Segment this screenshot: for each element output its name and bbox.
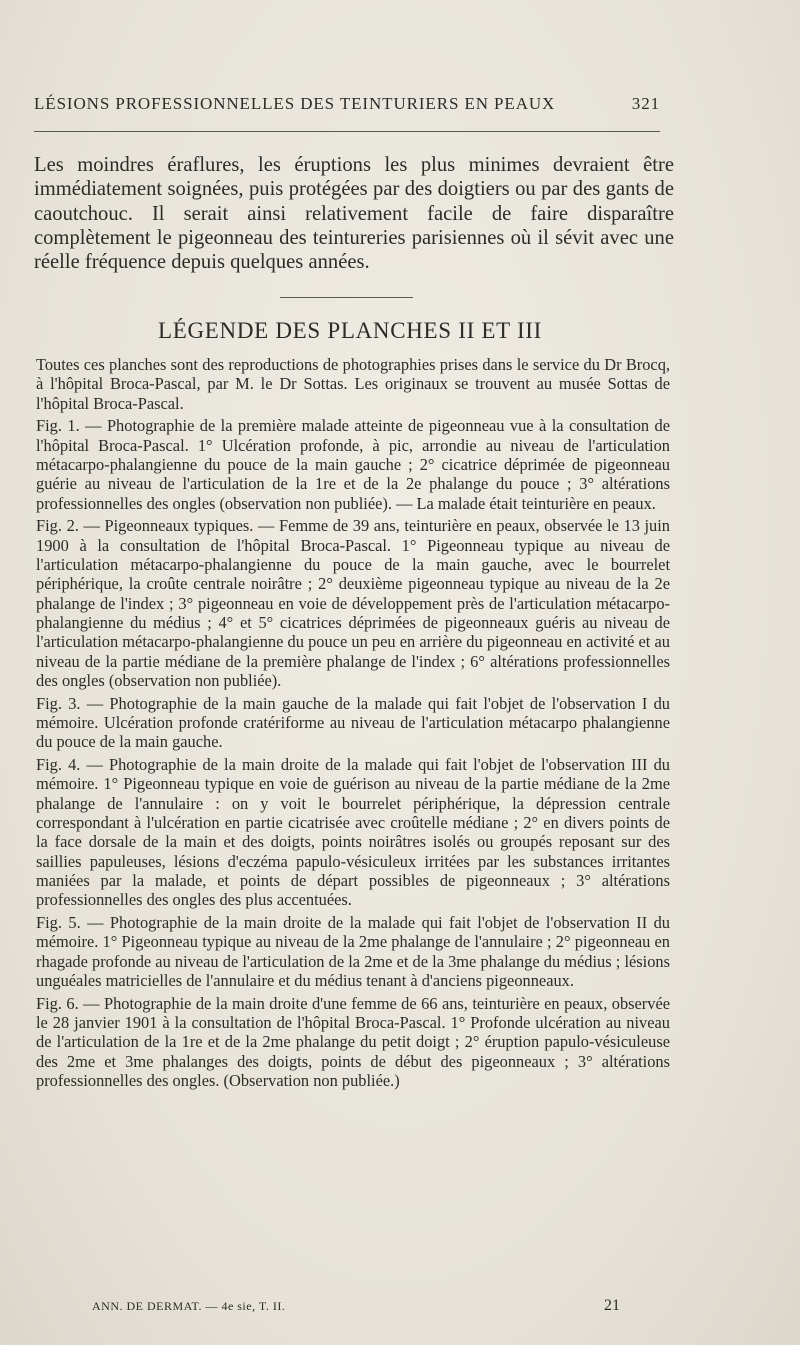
figure-caption-4: Fig. 4. — Photographie de la main droite de la malade qui fait l'objet de l'observation III du mémoire. 1° Pigeonneau typique en voie de guérison au niveau de la partie médiane de la 2me phalange de l'annulaire : on y voit le bourrelet périphérique, la dépression centrale correspondant à l'ulcération en partie cicatrisée avec croûtelle médiane ; 2° en divers points de la face dorsale de la main et des doigts, points noirâtres isolés ou groupés reposant sur des saillies papuleuses, lésions d'eczéma papulo-vésiculeux irritées par les substances irritantes maniées par la malade, et points de départ possibles de pigeonneaux ; 3° altérations professionnelles des ongles des plus accentuées. (36, 755, 670, 910)
section-divider (280, 297, 413, 298)
signature-mark: 21 (604, 1297, 620, 1314)
figure-caption-1: Fig. 1. — Photographie de la première malade atteinte de pigeonneau vue à la consultation de l'hôpital Broca-Pascal. 1° Ulcération profonde, à pic, arrondie au niveau de l'articulation métacarpo-phalangienne du pouce de la main gauche ; 2° cicatrice déprimée de pigeonneau guérie au niveau de l'articulation de la 1re et de la 2e phalange du pouce ; 3° altérations professionnelles des ongles (observation non publiée). — La malade était teinturière en peaux. (36, 416, 670, 513)
legend-body (36, 355, 670, 1094)
figure-caption-3: Fig. 3. — Photographie de la main gauche de la malade qui fait l'objet de l'observation I du mémoire. Ulcération profonde cratériforme au niveau de l'articulation métacarpo phalangienne du pouce de la main gauche. (36, 693, 670, 752)
journal-signature: ANN. DE DERMAT. — 4e sie, T. II. (92, 1299, 286, 1313)
figure-caption-6: Fig. 6. — Photographie de la main droite d'une femme de 66 ans, teinturière en peaux, observée le 28 janvier 1901 à la consultation de l'hôpital Broca-Pascal. 1° Profonde ulcération au niveau de l'articulation de la 1re et de la 2me phalange du petit doigt ; 2° éruption papulo-vésiculeuse des 2me et 3me phalanges des doigts, points de début des pigeonneaux ; 3° altérations professionnelles des ongles. (Observation non publiée.) (36, 993, 670, 1091)
header-rule (34, 131, 660, 132)
figure-caption-5: Fig. 5. — Photographie de la main droite de la malade qui fait l'objet de l'observation II du mémoire. 1° Pigeonneau typique au niveau de la 2me phalange de l'annulaire ; 2° pigeonneau en rhagade profonde au niveau de l'articulation de la 2me et de la 3me phalange du médius ; lésions unguéales matricielles de l'annulaire et du médius tenant à d'anciens pigeonneaux. (36, 913, 670, 991)
section-title: LÉGENDE DES PLANCHES II ET III (157, 318, 543, 343)
legend-intro: Toutes ces planches sont des reproductions de photographies prises dans le service du Dr Brocq, à l'hôpital Broca-Pascal, par M. le Dr Sottas. Les originaux se trouvent au musée Sottas de l'hôpital Broca-Pascal. (36, 355, 670, 413)
closing-paragraph: Les moindres éraflures, les éruptions les plus minimes devraient être immédiatement soignées, puis protégées par des doigtiers ou par des gants de caoutchouc. Il serait ainsi relativement facile de faire disparaître complètement le pigeonneau des teintureries parisiennes où il sévit avec une réelle fréquence depuis quelques années. (34, 154, 674, 274)
running-head (34, 94, 660, 114)
page-footer (92, 1297, 620, 1315)
page-number: 321 (631, 94, 660, 113)
running-title: LÉSIONS PROFESSIONNELLES DES TEINTURIERS EN PEAUX (34, 94, 556, 113)
figure-caption-2: Fig. 2. — Pigeonneaux typiques. — Femme de 39 ans, teinturière en peaux, observée le 13 juin 1900 à la consultation de l'hôpital Broca-Pascal. 1° Pigeonneau typique au niveau de l'articulation métacarpo-phalangienne du pouce de la main gauche, avec le bourrelet périphérique, la croûte centrale noirâtre ; 2° deuxième pigeonneau typique au niveau de la 2e phalange de l'index ; 3° pigeonneau en voie de développement près de l'articulation métacarpo-phalangienne du médius ; 4° et 5° cicatrices déprimées de pigeonneaux guéris au niveau de l'articulation métacarpo-phalangienne du pouce un peu en arrière du pigeonneau en activité et au niveau de la partie médiane de la première phalange de l'index ; 6° altérations professionnelles des ongles (observation non publiée). (36, 516, 670, 691)
